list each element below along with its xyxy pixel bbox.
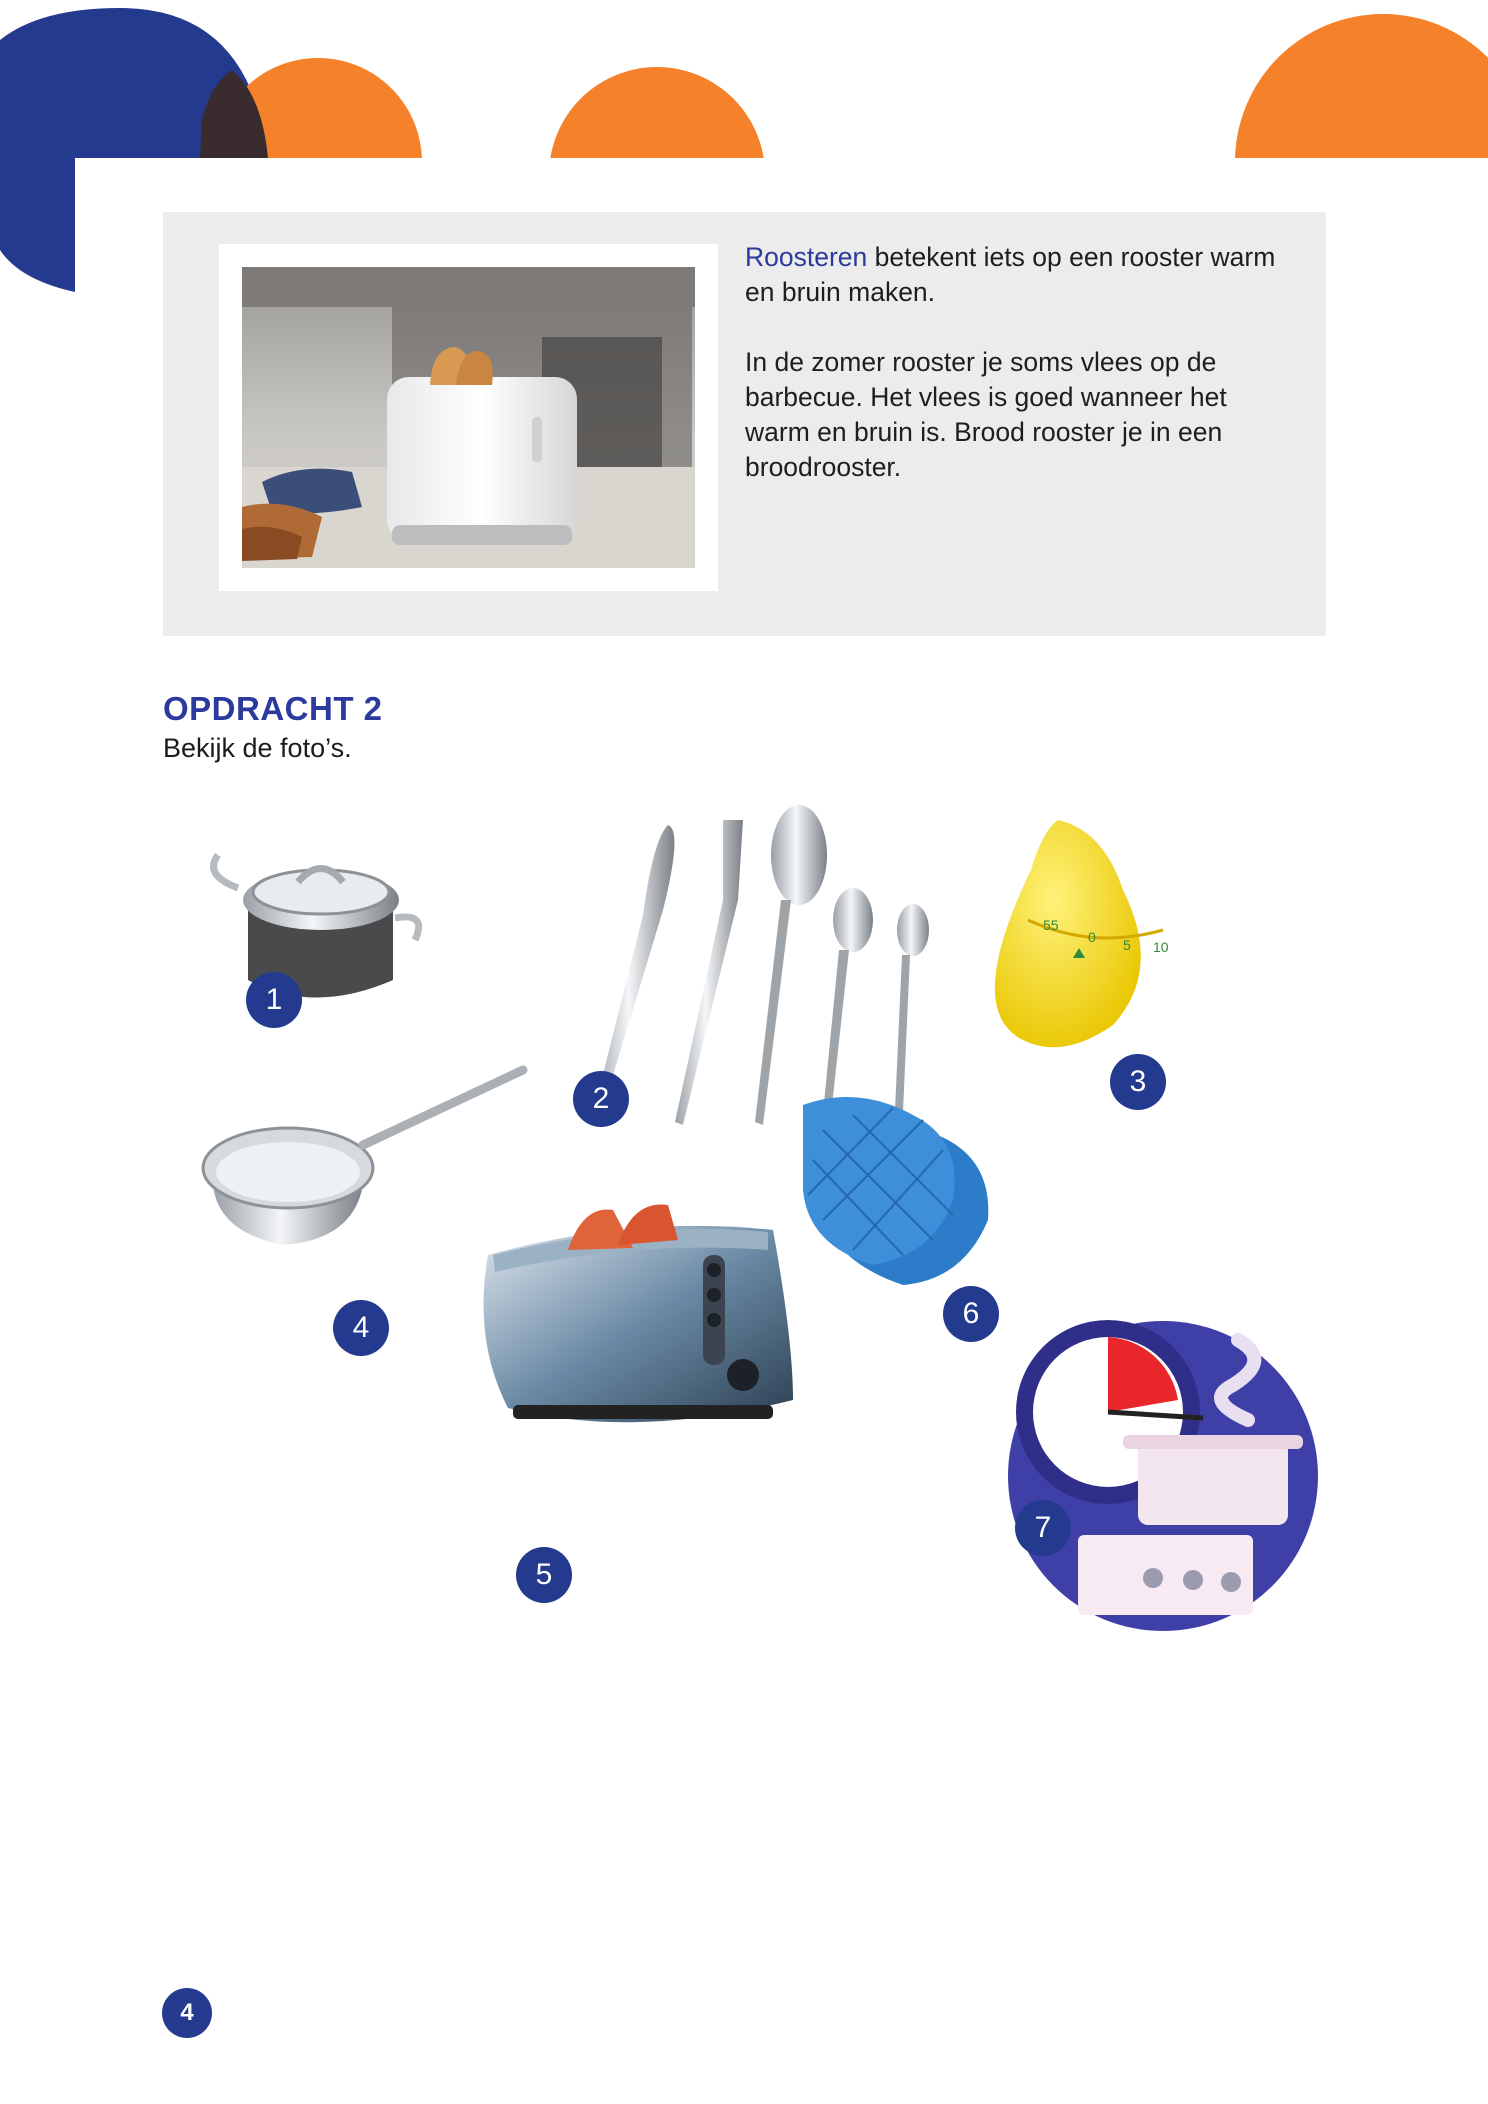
timer-label-10: 10: [1153, 939, 1169, 955]
photo-collage: [163, 800, 1326, 1640]
keyword-roosteren: Roosteren: [745, 242, 868, 272]
cooking-pot-image: [214, 855, 419, 998]
definition-text: betekent iets op een rooster warm en bruin maken.: [745, 242, 1276, 307]
badge-3: 3: [1110, 1054, 1166, 1110]
timer-label-5: 5: [1123, 937, 1131, 953]
toaster-image: [484, 1205, 794, 1423]
info-box: [163, 212, 1326, 636]
badge-4: 4: [333, 1300, 389, 1356]
exercise-instruction: Bekijk de foto’s.: [163, 733, 352, 763]
badge-6: 6: [943, 1286, 999, 1342]
timer-label-0: 0: [1088, 929, 1096, 945]
page-number: 4: [162, 1988, 212, 2038]
lemon-timer-image: [995, 820, 1169, 1047]
timer-label-55: 55: [1043, 917, 1059, 933]
saucepan-image: [203, 1070, 523, 1245]
clock-stove-illustration: [1008, 1320, 1318, 1631]
badge-2: 2: [573, 1071, 629, 1127]
badge-5: 5: [516, 1547, 572, 1603]
definition-paragraph: [745, 240, 1285, 310]
pot-holders-image: [803, 1097, 988, 1285]
toaster-photo-illustration: [242, 267, 695, 568]
toaster-photo: [219, 244, 718, 591]
info-text: [745, 240, 1285, 520]
example-paragraph: In de zomer rooster je soms vlees op de barbecue. Het vlees is goed wanneer het warm en bruin is. Brood rooster je in een broodrooster.: [745, 347, 1227, 482]
badge-7: 7: [1015, 1500, 1071, 1556]
exercise-title: OPDRACHT 2: [163, 690, 383, 727]
cutlery-image: [591, 805, 929, 1125]
badge-1: 1: [246, 972, 302, 1028]
